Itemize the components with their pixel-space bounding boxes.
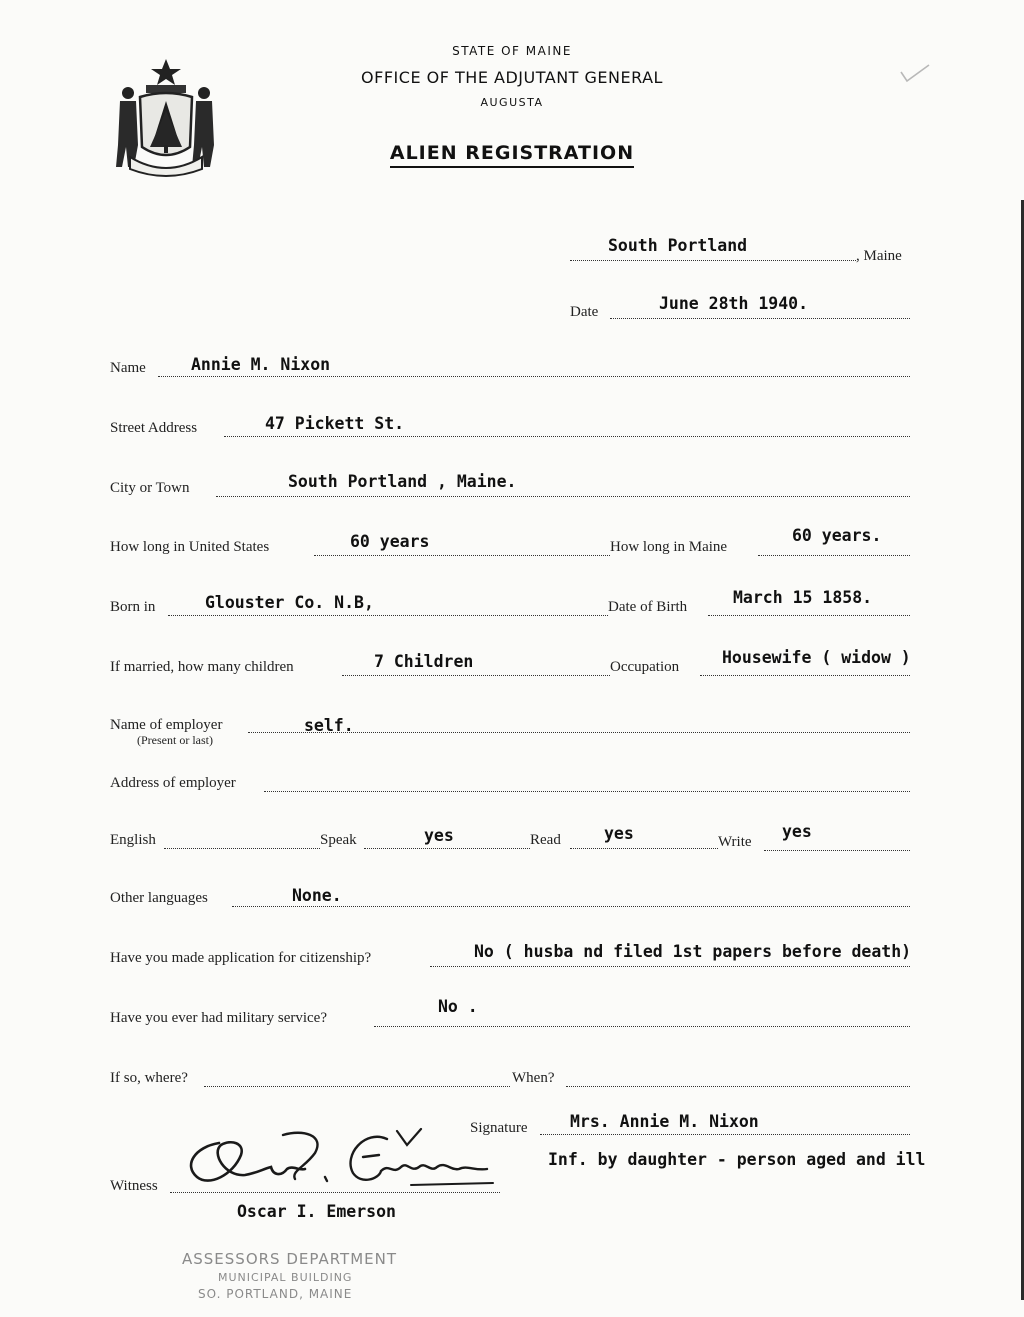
speak-line (364, 848, 530, 849)
employer-label: Name of employer (110, 717, 223, 733)
speak-label: Speak (320, 832, 357, 848)
name-label: Name (110, 360, 146, 376)
born-label: Born in (110, 599, 156, 615)
dob-label: Date of Birth (608, 599, 688, 615)
citizenship-value: No ( husba nd filed 1st papers before death) (474, 942, 912, 961)
military-value: No . (438, 997, 478, 1016)
us-duration-line (314, 555, 610, 556)
maine-duration-value: 60 years. (792, 526, 882, 545)
city-heading: AUGUSTA (480, 96, 544, 109)
street-label: Street Address (110, 420, 198, 436)
date-value: June 28th 1940. (659, 294, 809, 313)
military-label: Have you ever had military service? (110, 1010, 327, 1026)
occupation-line (700, 675, 910, 676)
name-line (158, 376, 910, 377)
read-value: yes (604, 824, 634, 843)
witness-signature-icon (175, 1125, 505, 1195)
where-label: If so, where? (110, 1070, 188, 1086)
citizenship-label: Have you made application for citizenship? (110, 950, 372, 966)
employer-address-line (264, 791, 910, 792)
maine-duration-label: How long in Maine (610, 539, 728, 555)
maine-duration-line (758, 555, 910, 556)
witness-label: Witness (110, 1178, 158, 1194)
date-line (610, 318, 910, 319)
english-label: English (110, 832, 156, 848)
city-value: South Portland , Maine. (288, 472, 517, 491)
employer-value: self. (304, 716, 354, 735)
languages-value: None. (292, 886, 342, 905)
location-line (570, 260, 856, 261)
us-duration-label: How long in United States (110, 539, 270, 555)
read-line (570, 848, 718, 849)
citizenship-line (430, 966, 910, 967)
english-line (164, 848, 320, 849)
write-line (764, 850, 910, 851)
street-value: 47 Pickett St. (265, 414, 405, 433)
dob-line (708, 615, 910, 616)
form-title: ALIEN REGISTRATION (0, 142, 1024, 164)
military-line (374, 1026, 910, 1027)
write-value: yes (782, 822, 812, 841)
office-heading: OFFICE OF THE ADJUTANT GENERAL (361, 68, 663, 87)
children-label: If married, how many children (110, 659, 294, 675)
born-value: Glouster Co. N.B, (205, 593, 374, 612)
stamp-line-1: ASSESSORS DEPARTMENT (182, 1250, 398, 1268)
when-label: When? (512, 1070, 555, 1086)
speak-value: yes (424, 826, 454, 845)
signature-value: Mrs. Annie M. Nixon (570, 1112, 759, 1131)
occupation-value: Housewife ( widow ) (722, 648, 911, 667)
occupation-label: Occupation (610, 659, 680, 675)
street-line (224, 436, 910, 437)
city-label: City or Town (110, 480, 190, 496)
location-suffix: , Maine (856, 248, 902, 264)
signature-label: Signature (470, 1120, 528, 1136)
where-line (204, 1086, 510, 1087)
city-line (216, 496, 910, 497)
date-label: Date (570, 304, 599, 320)
born-line (168, 615, 608, 616)
stamp-line-3: SO. PORTLAND, MAINE (198, 1287, 353, 1301)
employer-address-label: Address of employer (110, 775, 236, 791)
write-label: Write (718, 834, 752, 850)
employer-sublabel: (Present or last) (137, 733, 213, 747)
state-heading: STATE OF MAINE (452, 44, 572, 58)
signature-line (540, 1134, 910, 1135)
location-value: South Portland (608, 236, 748, 255)
children-value: 7 Children (374, 652, 474, 671)
us-duration-value: 60 years (350, 532, 430, 551)
read-label: Read (530, 832, 561, 848)
languages-line (232, 906, 910, 907)
witness-name: Oscar I. Emerson (237, 1202, 396, 1221)
dob-value: March 15 1858. (733, 588, 873, 607)
name-value: Annie M. Nixon (191, 355, 331, 374)
informant-note: Inf. by daughter - person aged and ill (548, 1150, 926, 1169)
stamp-line-2: MUNICIPAL BUILDING (218, 1271, 353, 1284)
when-line (566, 1086, 910, 1087)
languages-label: Other languages (110, 890, 208, 906)
children-line (342, 675, 610, 676)
